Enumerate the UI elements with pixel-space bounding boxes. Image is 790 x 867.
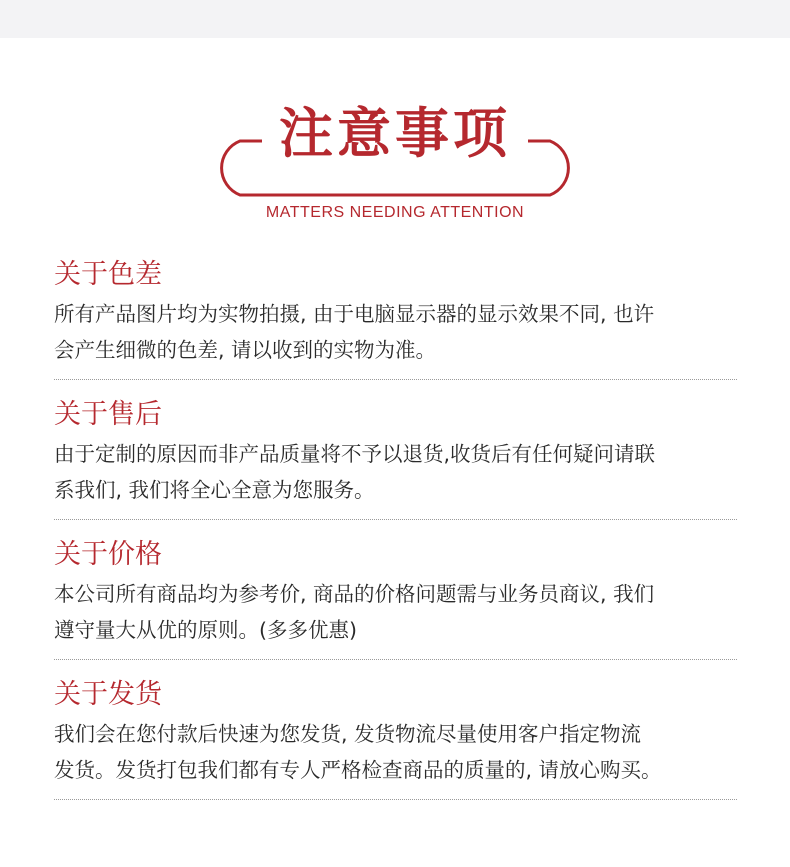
divider	[54, 379, 737, 380]
page-title: 注意事项	[279, 102, 511, 165]
divider	[54, 519, 737, 520]
section-body	[54, 436, 737, 508]
body-line: 由于定制的原因而非产品质量将不予以退货,收货后有任何疑问请联	[54, 442, 656, 466]
section-title: 关于色差	[54, 259, 162, 290]
section-price	[54, 538, 737, 648]
body-line: 本公司所有商品均为参考价, 商品的价格问题需与业务员商议, 我们	[54, 582, 655, 606]
section-body	[54, 716, 737, 788]
body-line: 系我们, 我们将全心全意为您服务。	[54, 478, 375, 502]
section-after-sales	[54, 398, 737, 508]
section-title: 关于发货	[54, 679, 162, 710]
top-band	[0, 0, 790, 38]
body-line: 所有产品图片均为实物拍摄, 由于电脑显示器的显示效果不同, 也许	[54, 302, 655, 326]
section-shipping	[54, 678, 737, 788]
section-title: 关于售后	[54, 399, 162, 430]
header	[0, 38, 790, 238]
section-title: 关于价格	[54, 539, 162, 570]
page-subtitle: MATTERS NEEDING ATTENTION	[265, 204, 525, 221]
section-body	[54, 576, 737, 648]
section-body	[54, 296, 737, 368]
divider	[54, 659, 737, 660]
body-line: 发货。发货打包我们都有专人严格检查商品的质量的, 请放心购买。	[54, 758, 662, 782]
body-line: 我们会在您付款后快速为您发货, 发货物流尽量使用客户指定物流	[54, 722, 642, 746]
body-line: 遵守量大从优的原则。(多多优惠)	[54, 618, 357, 642]
body-line: 会产生细微的色差, 请以收到的实物为准。	[54, 338, 437, 362]
divider	[54, 799, 737, 800]
section-color-difference	[54, 258, 737, 368]
